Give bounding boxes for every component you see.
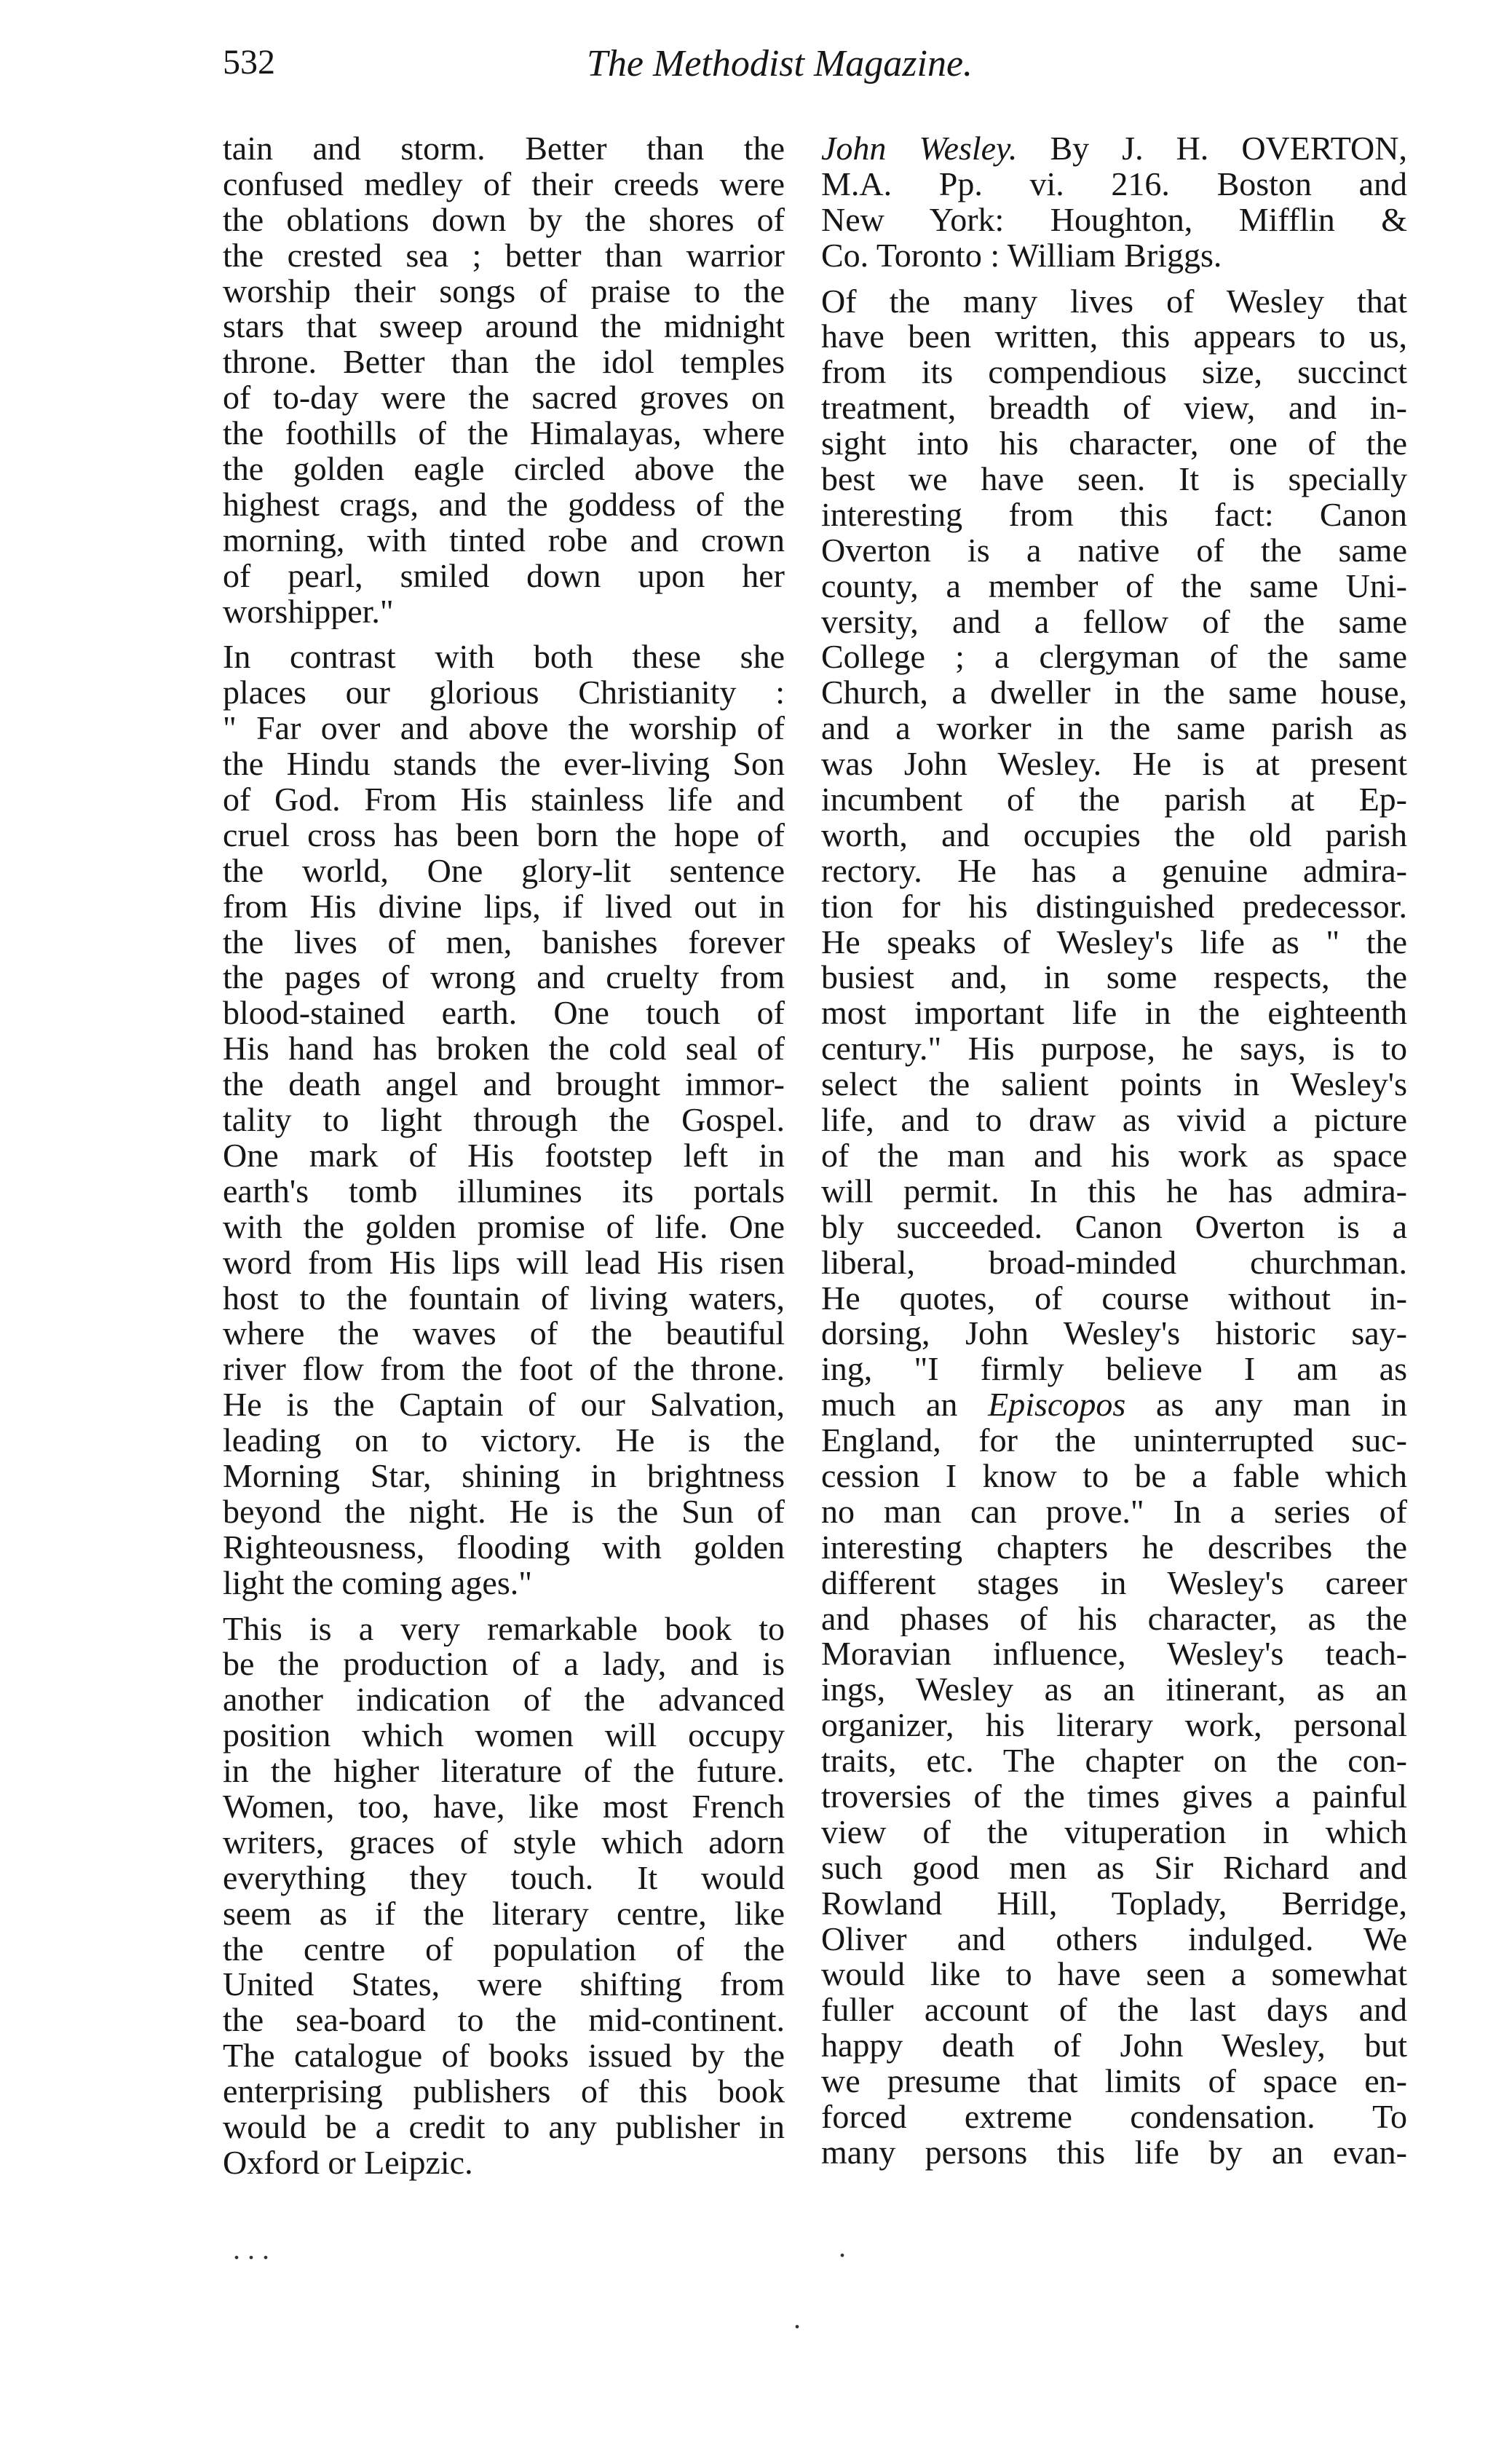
text-line: busiest and, in some respects, the xyxy=(821,960,1407,996)
text-line: worship their songs of praise to the xyxy=(223,273,785,309)
text-line: writers, graces of style which adorn xyxy=(223,1824,785,1861)
text-line: Righteousness, flooding with golden xyxy=(223,1529,785,1566)
text-line: the foothills of the Himalayas, where xyxy=(223,416,785,452)
text-line: places our glorious Christianity : xyxy=(223,675,785,711)
text-line: the lives of men, banishes forever xyxy=(223,924,785,960)
text-line: would like to have seen a somewhat xyxy=(821,1957,1407,1993)
text-line: the centre of population of the xyxy=(223,1931,785,1968)
text-line: throne. Better than the idol temples xyxy=(223,344,785,381)
text-line: everything they touch. It would xyxy=(223,1860,785,1896)
text-line: This is a very remarkable book to xyxy=(223,1611,785,1647)
text-line: in the higher literature of the future. xyxy=(223,1753,785,1789)
text-line: the pages of wrong and cruelty from xyxy=(223,960,785,996)
text-line: blood-stained earth. One touch of xyxy=(223,995,785,1032)
text-line: will permit. In this he has admira- xyxy=(821,1173,1407,1210)
text-line: Co. Toronto : William Briggs. xyxy=(821,237,1222,274)
text-line: the death angel and brought immor- xyxy=(223,1067,785,1103)
page-number: 532 xyxy=(223,43,275,82)
text-line: liberal, broad-minded churchman. xyxy=(821,1244,1407,1281)
text-line: no man can prove." In a series of xyxy=(821,1494,1407,1530)
right-column xyxy=(821,131,1407,2171)
text-line: century." His purpose, he says, is to xyxy=(821,1031,1407,1068)
text-line: College ; a clergyman of the same xyxy=(821,639,1407,676)
text-line: would be a credit to any publisher in xyxy=(223,2109,785,2145)
text-line: the crested sea ; better than warrior xyxy=(223,237,785,274)
text-line: New York: Houghton, Mifflin & xyxy=(821,202,1407,238)
text-line: Church, a dweller in the same house, xyxy=(821,675,1407,711)
text-line: bly succeeded. Canon Overton is a xyxy=(821,1209,1407,1245)
text-line: light the coming ages." xyxy=(223,1565,533,1601)
text-line: the sea-board to the mid-continent. xyxy=(223,2003,785,2039)
paragraph-gap xyxy=(223,1601,785,1611)
text-line: Overton is a native of the same xyxy=(821,532,1407,569)
text-line: Rowland Hill, Toplady, Berridge, xyxy=(821,1885,1407,1922)
running-title: The Methodist Magazine. xyxy=(587,43,973,84)
text-line: John Wesley. By J. H. OVERTON, xyxy=(821,131,1407,167)
text-line: incumbent of the parish at Ep- xyxy=(821,782,1407,818)
text-line: with the golden promise of life. One xyxy=(223,1209,785,1245)
text-line: another indication of the advanced xyxy=(223,1682,785,1719)
text-line: stars that sweep around the midnight xyxy=(223,309,785,345)
text-line: host to the fountain of living waters, xyxy=(223,1280,785,1317)
paragraph-gap xyxy=(821,274,1407,284)
text-line: from its compendious size, succinct xyxy=(821,355,1407,391)
text-line: we presume that limits of space en- xyxy=(821,2064,1407,2099)
text-line: rectory. He has a genuine admira- xyxy=(821,853,1407,889)
text-line: position which women will occupy xyxy=(223,1718,785,1754)
text-line: river flow from the foot of the throne. xyxy=(223,1352,785,1388)
text-line: of God. From His stainless life and xyxy=(223,782,785,818)
text-line: tion for his distinguished predecessor. xyxy=(821,888,1407,925)
text-line: from His divine lips, if lived out in xyxy=(223,888,785,925)
text-line: select the salient points in Wesley's xyxy=(821,1067,1407,1103)
text-line: organizer, his literary work, personal xyxy=(821,1708,1407,1744)
text-line: different stages in Wesley's career xyxy=(821,1565,1407,1601)
text-line: much an Episcopos as any man in xyxy=(821,1387,1407,1424)
text-line: the oblations down by the shores of xyxy=(223,202,785,238)
text-line: interesting chapters he describes the xyxy=(821,1529,1407,1566)
text-line: sight into his character, one of the xyxy=(821,426,1407,462)
stray-mark: . xyxy=(839,2230,846,2263)
stray-marks: . . . xyxy=(233,2233,269,2265)
left-column xyxy=(223,131,785,2181)
text-line: Oliver and others indulged. We xyxy=(821,1921,1407,1957)
text-line: and a worker in the same parish as xyxy=(821,711,1407,747)
text-line: He quotes, of course without in- xyxy=(821,1280,1407,1317)
text-line: In contrast with both these she xyxy=(223,639,785,676)
text-line: United States, were shifting from xyxy=(223,1967,785,2003)
text-line: cruel cross has been born the hope of xyxy=(223,817,785,853)
text-line: county, a member of the same Uni- xyxy=(821,568,1407,604)
text-line: ing, "I firmly believe I am as xyxy=(821,1352,1407,1388)
text-line: many persons this life by an evan- xyxy=(821,2134,1407,2171)
text-line: The catalogue of books issued by the xyxy=(223,2038,785,2075)
paragraph-gap xyxy=(223,629,785,639)
text-line: highest crags, and the goddess of the xyxy=(223,486,785,523)
text-line: leading on to victory. He is the xyxy=(223,1423,785,1459)
text-line: morning, with tinted robe and crown xyxy=(223,522,785,559)
text-line: best we have seen. It is specially xyxy=(821,462,1407,497)
text-line: earth's tomb illumines its portals xyxy=(223,1173,785,1210)
text-line: " Far over and above the worship of xyxy=(223,711,785,747)
text-line: interesting from this fact: Canon xyxy=(821,497,1407,533)
text-line: the golden eagle circled above the xyxy=(223,451,785,487)
text-line: traits, etc. The chapter on the con- xyxy=(821,1743,1407,1779)
text-line: of to-day were the sacred groves on xyxy=(223,380,785,417)
text-line: the Hindu stands the ever-living Son xyxy=(223,746,785,783)
text-line: be the production of a lady, and is xyxy=(223,1646,785,1683)
text-line: dorsing, John Wesley's historic say- xyxy=(821,1316,1407,1352)
text-line: word from His lips will lead His risen xyxy=(223,1244,785,1281)
text-line: England, for the uninterrupted suc- xyxy=(821,1423,1407,1459)
text-line: most important life in the eighteenth xyxy=(821,995,1407,1032)
text-line: enterprising publishers of this book xyxy=(223,2074,785,2110)
text-line: have been written, this appears to us, xyxy=(821,319,1407,355)
text-line: Moravian influence, Wesley's teach- xyxy=(821,1636,1407,1673)
text-line: happy death of John Wesley, but xyxy=(821,2028,1407,2064)
text-line: He speaks of Wesley's life as " the xyxy=(821,924,1407,960)
text-line: the world, One glory-lit sentence xyxy=(223,853,785,889)
text-line: forced extreme condensation. To xyxy=(821,2099,1407,2135)
text-line: worth, and occupies the old parish xyxy=(821,817,1407,853)
text-line: He is the Captain of our Salvation, xyxy=(223,1387,785,1424)
text-line: and phases of his character, as the xyxy=(821,1601,1407,1637)
text-line: ings, Wesley as an itinerant, as an xyxy=(821,1672,1407,1708)
text-line: M.A. Pp. vi. 216. Boston and xyxy=(821,166,1407,202)
text-line: Morning Star, shining in brightness xyxy=(223,1458,785,1494)
text-line: was John Wesley. He is at present xyxy=(821,746,1407,783)
text-line: Women, too, have, like most French xyxy=(223,1788,785,1825)
text-line: Oxford or Leipzic. xyxy=(223,2145,473,2181)
text-line: versity, and a fellow of the same xyxy=(821,604,1407,640)
text-line: life, and to draw as vivid a picture xyxy=(821,1102,1407,1138)
text-line: tality to light through the Gospel. xyxy=(223,1102,785,1138)
text-line: His hand has broken the cold seal of xyxy=(223,1031,785,1068)
text-line: view of the vituperation in which xyxy=(821,1814,1407,1850)
text-line: confused medley of their creeds were xyxy=(223,166,785,202)
text-line: cession I know to be a fable which xyxy=(821,1458,1407,1494)
text-line: beyond the night. He is the Sun of xyxy=(223,1494,785,1530)
text-line: troversies of the times gives a painful xyxy=(821,1778,1407,1815)
text-line: tain and storm. Better than the xyxy=(223,131,785,167)
text-line: of the man and his work as space xyxy=(821,1137,1407,1174)
text-line: where the waves of the beautiful xyxy=(223,1316,785,1352)
text-line: Of the many lives of Wesley that xyxy=(821,283,1407,320)
page-header xyxy=(223,42,1286,93)
text-line: worshipper." xyxy=(223,593,394,630)
text-line: fuller account of the last days and xyxy=(821,1992,1407,2029)
text-line: seem as if the literary centre, like xyxy=(223,1895,785,1932)
text-line: One mark of His footstep left in xyxy=(223,1137,785,1174)
stray-mark: . xyxy=(793,2302,801,2335)
text-line: treatment, breadth of view, and in- xyxy=(821,390,1407,427)
text-line: such good men as Sir Richard and xyxy=(821,1850,1407,1886)
text-line: of pearl, smiled down upon her xyxy=(223,558,785,594)
